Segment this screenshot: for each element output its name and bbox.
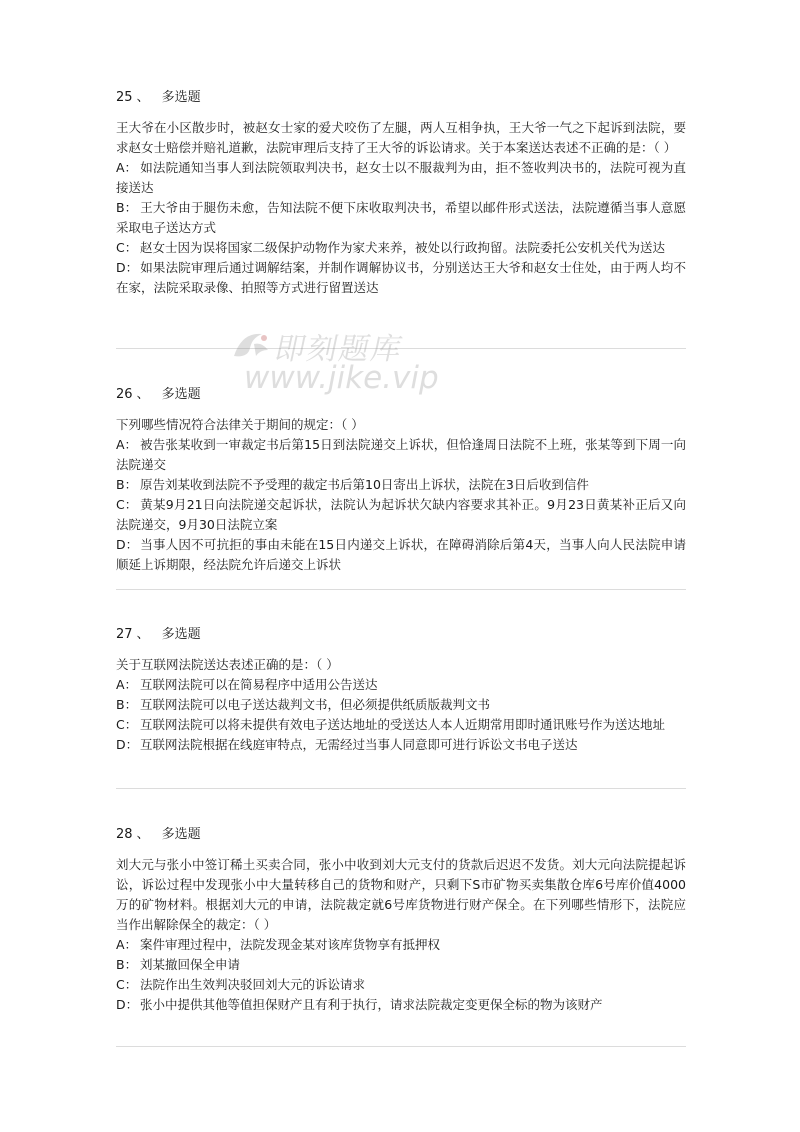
option-letter: C： <box>116 717 138 732</box>
option-c <box>116 975 686 995</box>
option-text: 互联网法院可以将未提供有效电子送达地址的受送达人本人近期常用即时通讯账号作为送达地址 <box>140 717 666 732</box>
option-letter: D： <box>116 997 139 1012</box>
option-letter: C： <box>116 977 138 992</box>
question-separator: 、 <box>136 387 150 402</box>
question-divider <box>116 589 686 590</box>
option-text: 原告刘某收到法院不予受理的裁定书后第10日寄出上诉状，法院在3日后收到信件 <box>140 477 589 492</box>
question-separator: 、 <box>136 90 150 105</box>
option-text: 如果法院审理后通过调解结案，并制作调解协议书，分别送达王大爷和赵女士住处，由于两人均不在家，法院采取录像、拍照等方式进行留置送达 <box>116 260 686 295</box>
question-27 <box>116 625 686 755</box>
option-letter: A： <box>116 160 138 175</box>
question-26 <box>116 385 686 575</box>
option-c <box>116 238 686 258</box>
question-header <box>116 825 686 845</box>
option-b <box>116 475 686 495</box>
option-text: 当事人因不可抗拒的事由未能在15日内递交上诉状，在障碍消除后第4天，当事人向人民法院申请顺延上诉期限，经法院允许后递交上诉状 <box>116 537 686 572</box>
option-d <box>116 735 686 755</box>
question-header <box>116 88 686 108</box>
option-text: 赵女士因为误将国家二级保护动物作为家犬来养，被处以行政拘留。法院委托公安机关代为送达 <box>140 240 666 255</box>
watermark-cn-text: 即刻题库 <box>271 332 407 367</box>
option-letter: B： <box>116 697 138 712</box>
question-stem: 下列哪些情况符合法律关于期间的规定：（ ） <box>116 417 364 432</box>
option-text: 如法院通知当事人到法院领取判决书，赵女士以不服裁判为由，拒不签收判决书的，法院可视为直接送达 <box>116 160 686 195</box>
question-header <box>116 385 686 405</box>
option-text: 互联网法院可以在简易程序中适用公告送达 <box>140 677 378 692</box>
question-type: 多选题 <box>161 387 201 402</box>
question-body <box>116 655 686 755</box>
option-b <box>116 955 686 975</box>
watermark-logo-icon <box>228 326 272 366</box>
option-letter: D： <box>116 537 139 552</box>
question-divider <box>116 788 686 789</box>
question-type: 多选题 <box>161 90 201 105</box>
option-d <box>116 535 686 575</box>
option-c <box>116 715 686 735</box>
watermark-url: www.jike.vip <box>244 360 439 396</box>
option-a <box>116 935 686 955</box>
option-letter: A： <box>116 437 138 452</box>
question-stem: 刘大元与张小中签订稀土买卖合同，张小中收到刘大元支付的货款后迟迟不发货。刘大元向法院提起诉讼，诉讼过程中发现张小中大量转移自己的货物和财产，只剩下S市矿物买卖集散仓库6号库价值4000万的矿物材料。根据刘大元的申请，法院裁定就6号库货物进行财产保全。在下列哪些情形下，法院应当作出解除保全的裁定：（ ） <box>116 857 686 932</box>
question-number: 28 <box>116 827 133 842</box>
option-d <box>116 995 686 1015</box>
option-text: 刘某撤回保全申请 <box>140 957 241 972</box>
option-text: 王大爷由于腿伤未愈，告知法院不便下床收取判决书，希望以邮件形式送法，法院遵循当事人意愿采取电子送达方式 <box>116 200 686 235</box>
option-text: 法院作出生效判决驳回刘大元的诉讼请求 <box>140 977 366 992</box>
question-separator: 、 <box>136 627 150 642</box>
question-number: 26 <box>116 387 133 402</box>
question-number: 27 <box>116 627 133 642</box>
option-text: 张小中提供其他等值担保财产且有利于执行，请求法院裁定变更保全标的物为该财产 <box>140 997 603 1012</box>
option-b <box>116 695 686 715</box>
option-letter: D： <box>116 260 139 275</box>
option-letter: A： <box>116 677 138 692</box>
option-text: 案件审理过程中，法院发现金某对该库货物享有抵押权 <box>140 937 441 952</box>
option-text: 互联网法院可以电子送达裁判文书，但必须提供纸质版裁判文书 <box>140 697 491 712</box>
question-body <box>116 415 686 575</box>
question-28 <box>116 825 686 1015</box>
option-a <box>116 435 686 475</box>
option-letter: D： <box>116 737 139 752</box>
option-a <box>116 675 686 695</box>
question-divider <box>116 1046 686 1047</box>
question-25 <box>116 88 686 298</box>
question-divider <box>116 348 686 349</box>
question-number: 25 <box>116 90 133 105</box>
option-letter: C： <box>116 240 138 255</box>
option-letter: B： <box>116 957 138 972</box>
question-separator: 、 <box>136 827 150 842</box>
question-type: 多选题 <box>161 827 201 842</box>
option-a <box>116 158 686 198</box>
option-text: 黄某9月21日向法院递交起诉状，法院认为起诉状欠缺内容要求其补正。9月23日黄某补正后又向法院递交，9月30日法院立案 <box>116 497 686 532</box>
option-letter: A： <box>116 937 138 952</box>
option-d <box>116 258 686 298</box>
option-letter: B： <box>116 477 138 492</box>
question-stem: 关于互联网法院送达表述正确的是：（ ） <box>116 657 339 672</box>
option-b <box>116 198 686 238</box>
question-type: 多选题 <box>161 627 201 642</box>
option-c <box>116 495 686 535</box>
question-body <box>116 118 686 298</box>
question-header <box>116 625 686 645</box>
question-body <box>116 855 686 1015</box>
option-letter: C： <box>116 497 138 512</box>
question-stem: 王大爷在小区散步时，被赵女士家的爱犬咬伤了左腿，两人互相争执，王大爷一气之下起诉到法院，要求赵女士赔偿并赔礼道歉，法院审理后支持了王大爷的诉讼请求。关于本案送达表述不正确的是：（ ） <box>116 120 686 155</box>
option-text: 被告张某收到一审裁定书后第15日到法院递交上诉状，但恰逢周日法院不上班，张某等到下周一向法院递交 <box>116 437 686 472</box>
option-letter: B： <box>116 200 138 215</box>
option-text: 互联网法院根据在线庭审特点，无需经过当事人同意即可进行诉讼文书电子送达 <box>140 737 578 752</box>
